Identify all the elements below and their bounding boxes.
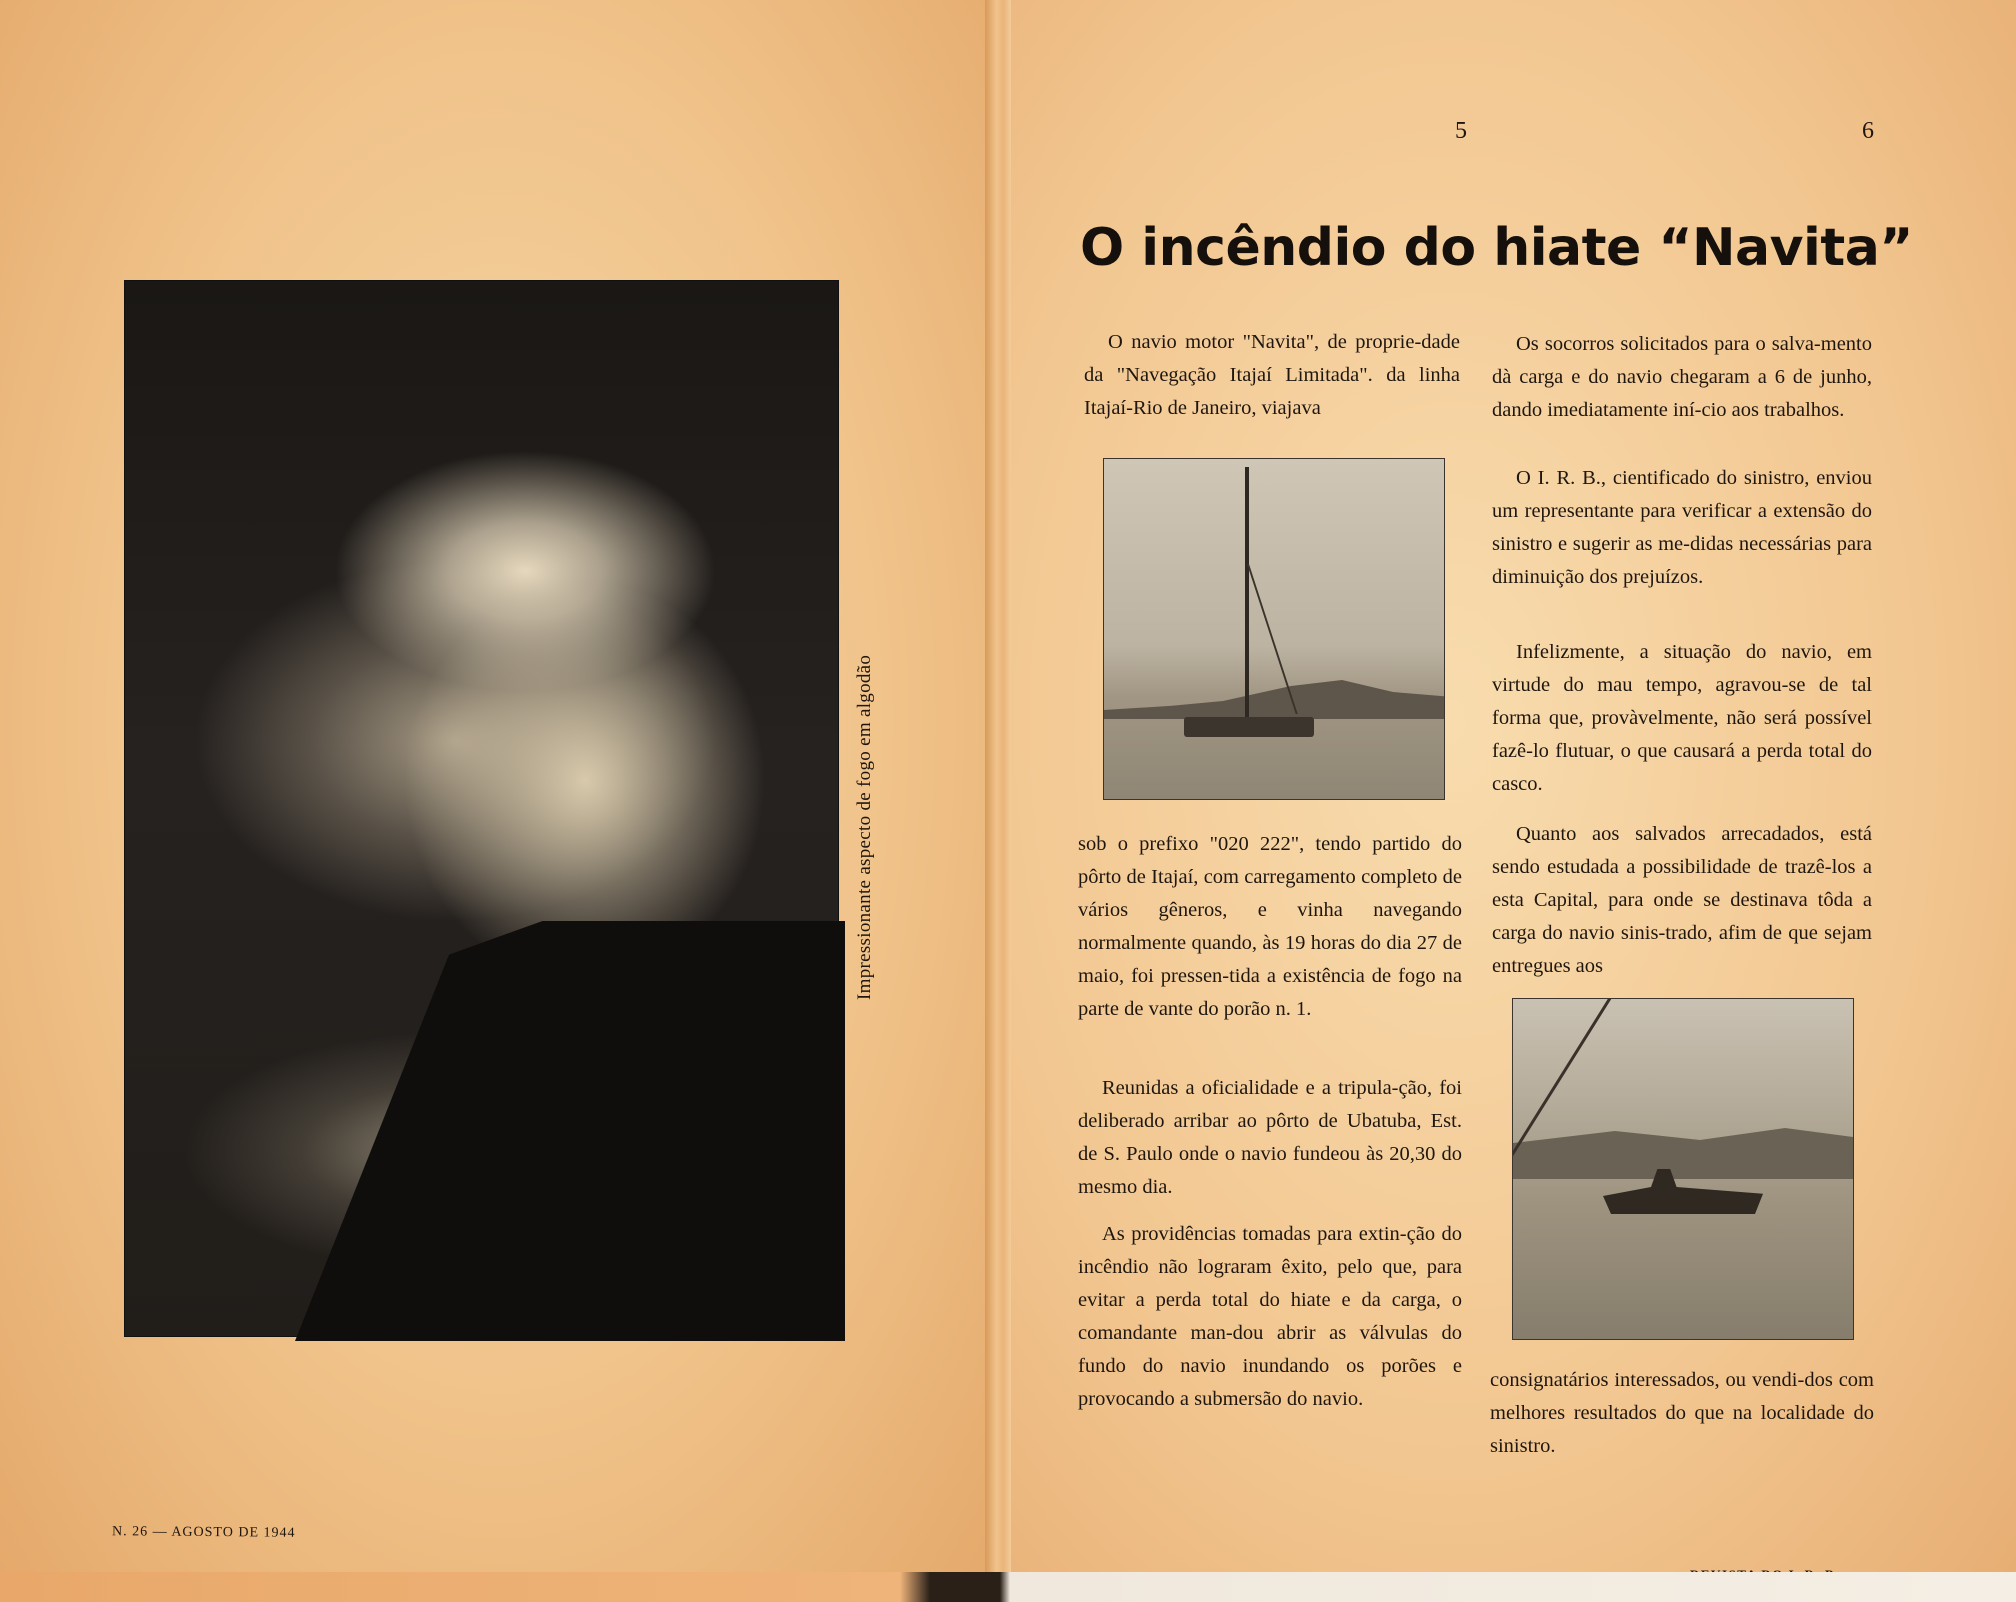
col2-paragraph: O I. R. B., cientificado do sinistro, enviou um representante para verificar a extensão do sinistro e sugerir as me-didas necessárias para diminuição dos prejuízos.: [1492, 467, 1872, 588]
col1-paragraph: sob o prefixo "020 222", tendo partido do pôrto de Itajaí, com carregamento completo de vários gêneros, e vinha navegando normalmente quando, às 19 horas do dia 27 de maio, foi pressen-tida a existência de fogo na parte de vante do porão n. 1.: [1078, 833, 1462, 1020]
wreck-photo: [1512, 998, 1854, 1340]
col1-paragraph: Reunidas a oficialidade e a tripula-ção, foi deliberado arribar ao pôrto de Ubatuba, Est. de S. Paulo onde o navio fundeou às 20,30 do mesmo dia.: [1078, 1077, 1462, 1198]
col2-paragraph: Infelizmente, a situação do navio, em virtude do mau tempo, agravou-se de tal forma que, provàvelmente, não será possível fazê-lo flutuar, o que causará a perda total do casco.: [1492, 641, 1872, 795]
page-edge-strip: [0, 1572, 2016, 1602]
article-title: O incêndio do hiate “Navita”: [1080, 218, 1913, 278]
photo-caption: Impressionante aspecto de fogo em algodão: [854, 654, 875, 1000]
col2-paragraph: Os socorros solicitados para o salva-mento dà carga e do navio chegaram a 6 de junho, dando imediatamente iní-cio aos trabalhos.: [1492, 333, 1872, 421]
fire-photo: [124, 280, 839, 1337]
col1-paragraph: O navio motor "Navita", de proprie-dade da "Navegação Itajaí Limitada". da linha Itajaí-Rio de Janeiro, viajava: [1084, 331, 1460, 419]
col2-paragraph: Quanto aos salvados arrecadados, está sendo estudada a possibilidade de trazê-los a esta Capital, para onde se destinava tôda a carga do navio sinis-trado, afim de que sejam entregues aos: [1492, 823, 1872, 977]
mast-photo: [1103, 458, 1445, 800]
page-number-6: 6: [1862, 118, 1874, 144]
col1-paragraph: As providências tomadas para extin-ção do incêndio não lograram êxito, pelo que, para evitar a perda total do hiate e da carga, o comandante man-dou abrir as válvulas do fundo do navio inundando os porões e provocando a submersão do navio.: [1078, 1223, 1462, 1410]
book-gutter: [985, 0, 1011, 1602]
ship-hull-silhouette: [295, 921, 845, 1341]
page-number-5: 5: [1455, 118, 1467, 144]
issue-footer: N. 26 — AGOSTO DE 1944: [111, 1524, 296, 1541]
col2-paragraph: consignatários interessados, ou vendi-dos com melhores resultados do que na localidade do sinistro.: [1490, 1369, 1874, 1457]
